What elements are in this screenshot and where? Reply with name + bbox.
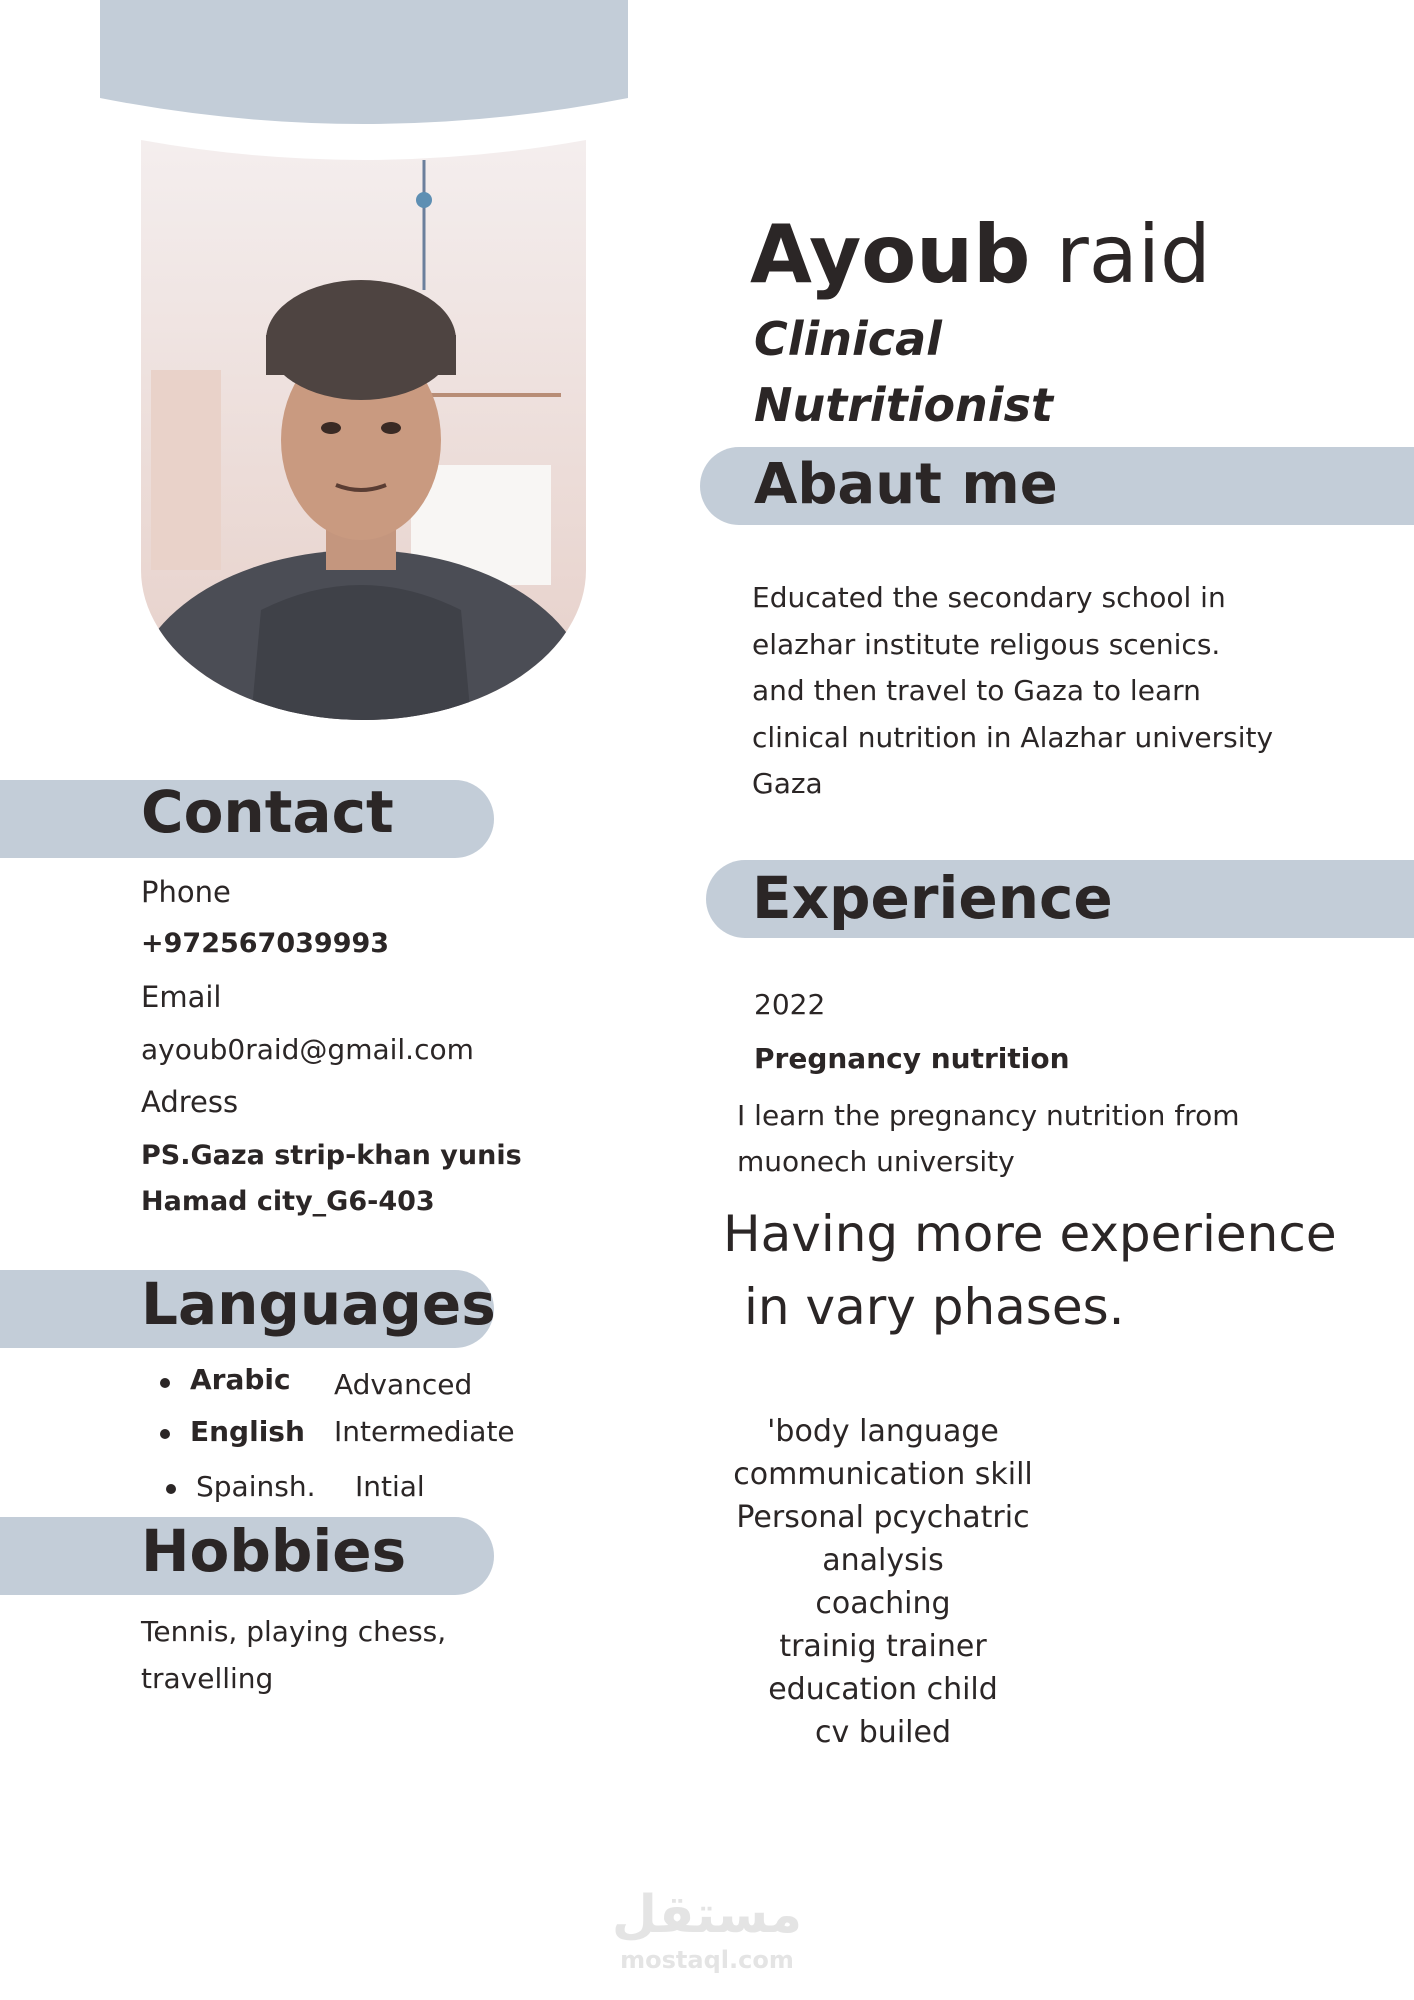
skill-item: communication skill [733,1457,1033,1492]
skill-item: cv builed [814,1715,951,1750]
about-line: elazhar institute religous scenics. [752,627,1221,661]
bullet-icon [166,1484,176,1494]
skill-item: coaching [815,1586,951,1621]
skills-list [700,1410,1066,1754]
experience-year: 2022 [754,988,826,1021]
first-name: Ayoub [750,208,1031,301]
email-value: ayoub0raid@gmail.com [141,1033,474,1066]
address-line1: PS.Gaza strip-khan yunis [141,1140,522,1171]
language-name: Arabic [190,1363,291,1396]
job-title-line1: Clinical [754,312,942,366]
languages-heading: Languages [141,1270,496,1338]
experience-desc-line2: muonech university [737,1145,1015,1178]
hobbies-line2: travelling [141,1662,274,1695]
experience-heading: Experience [752,864,1113,932]
contact-heading: Contact [141,778,394,846]
hobbies-heading: Hobbies [141,1517,407,1585]
phone-label: Phone [141,875,231,909]
skill-item: trainig trainer [779,1629,987,1664]
language-level: Intermediate [334,1415,515,1448]
address-label: Adress [141,1085,239,1119]
bullet-icon [160,1429,170,1439]
experience-statement-line1: Having more experience [723,1205,1337,1263]
about-heading: Abaut me [754,452,1058,517]
skill-item: 'body language [767,1414,999,1449]
language-level: Intial [355,1470,425,1503]
language-name: English [190,1415,305,1448]
address-line2: Hamad city_G6-403 [141,1186,435,1217]
watermark-arabic: مستقل [611,1885,803,1945]
experience-statement-line2: in vary phases. [744,1278,1125,1336]
experience-desc-line1: I learn the pregnancy nutrition from [737,1099,1240,1132]
skill-item: Personal pcychatric [736,1500,1030,1535]
about-line: Educated the secondary school in [752,581,1226,614]
about-line: Gaza [752,767,823,800]
profile-photo [141,140,586,720]
watermark [0,1885,1414,1975]
language-name: Spainsh. [196,1470,316,1503]
skill-item: education child [768,1672,998,1707]
about-line: clinical nutrition in Alazhar university [752,720,1274,754]
about-text [752,575,1273,808]
skill-item: analysis [822,1543,944,1578]
email-label: Email [141,980,222,1014]
language-level: Advanced [334,1368,473,1401]
watermark-latin: mostaql.com [620,1946,794,1974]
about-line: and then travel to Gaza to learn [752,674,1201,707]
job-title-line2: Nutritionist [754,378,1053,432]
bullet-icon [160,1378,170,1388]
name [750,205,1211,305]
phone-value: +972567039993 [141,928,390,959]
last-name: raid [1055,208,1211,301]
top-decoration [100,0,628,130]
experience-role: Pregnancy nutrition [754,1042,1070,1075]
hobbies-line1: Tennis, playing chess, [141,1615,447,1648]
